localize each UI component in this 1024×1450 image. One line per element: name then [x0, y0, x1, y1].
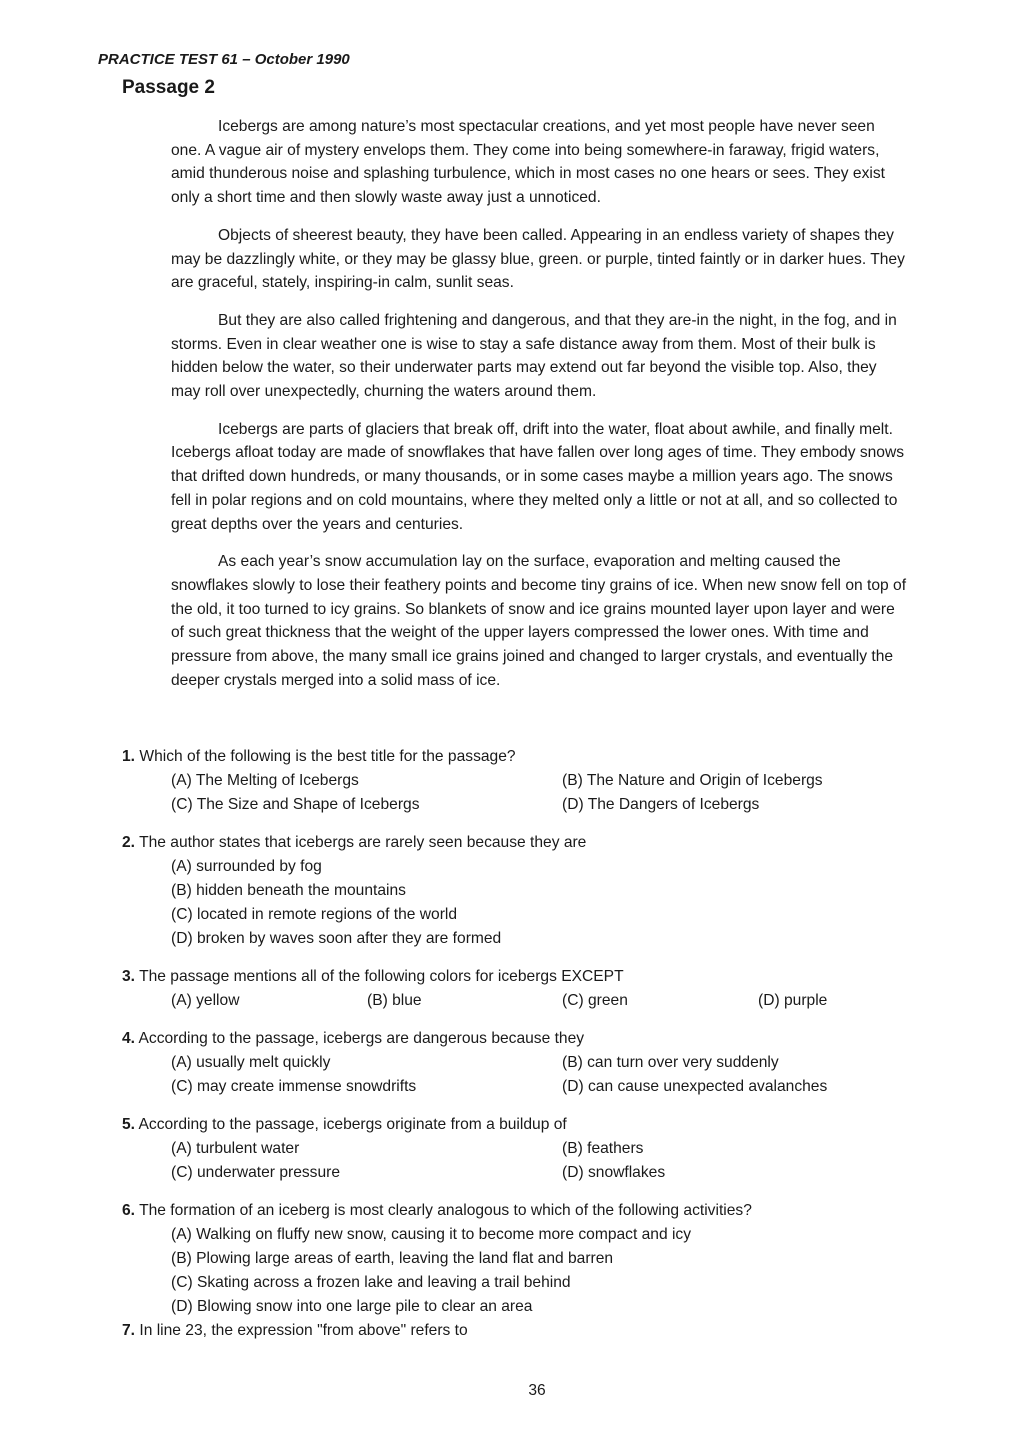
- option-b[interactable]: (B) hidden beneath the mountains: [171, 882, 406, 899]
- question-text: According to the passage, icebergs are dangerous because they: [138, 1030, 585, 1047]
- question-stem: [122, 1113, 922, 1137]
- option-a[interactable]: (A) Walking on fluffy new snow, causing it to become more compact and icy: [171, 1226, 692, 1243]
- question-3: [122, 965, 922, 1013]
- option-c[interactable]: (C) may create immense snowdrifts: [171, 1078, 417, 1095]
- question-2: [122, 831, 922, 951]
- question-text: The formation of an iceberg is most clearly analogous to which of the following activities?: [139, 1202, 752, 1219]
- option-d[interactable]: (D) The Dangers of Icebergs: [562, 796, 760, 813]
- question-text: In line 23, the expression "from above" refers to: [139, 1322, 468, 1339]
- option-b[interactable]: (B) blue: [367, 992, 422, 1009]
- question-text: The author states that icebergs are rarely seen because they are: [139, 834, 587, 851]
- option-d[interactable]: (D) broken by waves soon after they are formed: [171, 930, 502, 947]
- question-stem: [122, 1027, 922, 1051]
- question-1: [122, 745, 922, 817]
- question-number: 6.: [122, 1202, 136, 1219]
- question-stem: [122, 831, 922, 855]
- answer-options: [122, 1051, 922, 1099]
- passage-paragraph-2: Objects of sheerest beauty, they have been called. Appearing in an endless variety of shapes they may be dazzlingly white, or they may be glassy blue, green. or purple, tinted faintly or in darker hues. They are graceful, stately, inspiring-in calm, sunlit seas.: [171, 226, 905, 292]
- option-a[interactable]: (A) turbulent water: [171, 1140, 300, 1157]
- option-c[interactable]: (C) The Size and Shape of Icebergs: [171, 796, 420, 813]
- question-text: According to the passage, icebergs originate from a buildup of: [138, 1116, 567, 1133]
- question-number: 7.: [122, 1322, 136, 1339]
- option-b[interactable]: (B) The Nature and Origin of Icebergs: [562, 772, 823, 789]
- page-number: 36: [528, 1382, 546, 1399]
- passage-paragraph-4: Icebergs are parts of glaciers that break off, drift into the water, float about awhile, and finally melt. Icebergs afloat today are made of snowflakes that have fallen over long ages of time. They embody snows that drifted down hundreds, or many thousands, or in some cases maybe a million years ago. The snows fell in polar regions and on cold mountains, where they melted only a little or not at all, and so collected to great depths over the years and centuries.: [171, 420, 905, 533]
- option-b[interactable]: (B) Plowing large areas of earth, leaving the land flat and barren: [171, 1250, 614, 1267]
- question-text: The passage mentions all of the following colors for icebergs EXCEPT: [139, 968, 624, 985]
- question-number: 3.: [122, 968, 136, 985]
- test-title: PRACTICE TEST 61 – October 1990: [98, 51, 350, 68]
- question-number: 1.: [122, 748, 136, 765]
- question-7: [122, 1319, 922, 1343]
- answer-options: [122, 769, 922, 817]
- passage-text: [171, 115, 907, 706]
- option-c[interactable]: (C) green: [562, 992, 628, 1009]
- question-list: [122, 745, 922, 1343]
- option-b[interactable]: (B) feathers: [562, 1140, 644, 1157]
- passage-paragraph-3: But they are also called frightening and dangerous, and that they are-in the night, in the fog, and in storms. Even in clear weather one is wise to stay a safe distance away from them. Most of their bulk is hidden below the water, so their underwater parts may extend out far beyond the visible top. Also, they may roll over unexpectedly, churning the waters around them.: [171, 311, 897, 401]
- option-c[interactable]: (C) located in remote regions of the world: [171, 906, 458, 923]
- question-stem: [122, 965, 922, 989]
- question-4: [122, 1027, 922, 1099]
- answer-options: [122, 1137, 922, 1185]
- question-stem: [122, 745, 922, 769]
- option-d[interactable]: (D) purple: [758, 992, 828, 1009]
- option-a[interactable]: (A) The Melting of Icebergs: [171, 772, 359, 789]
- passage-paragraph-1: Icebergs are among nature’s most spectacular creations, and yet most people have never seen one. A vague air of mystery envelops them. They come into being somewhere-in faraway, frigid waters, amid thunderous noise and splashing turbulence, which in most cases no one hears or sees. They exist only a short time and then slowly waste away just a unnoticed.: [171, 118, 885, 207]
- question-text: Which of the following is the best title for the passage?: [139, 748, 516, 765]
- answer-options: [122, 855, 922, 951]
- question-stem: [122, 1199, 922, 1223]
- option-d[interactable]: (D) snowflakes: [562, 1164, 666, 1181]
- question-number: 2.: [122, 834, 136, 851]
- option-d[interactable]: (D) can cause unexpected avalanches: [562, 1078, 828, 1095]
- option-c[interactable]: (C) underwater pressure: [171, 1164, 340, 1181]
- option-a[interactable]: (A) yellow: [171, 992, 240, 1009]
- option-c[interactable]: (C) Skating across a frozen lake and leaving a trail behind: [171, 1274, 571, 1291]
- question-6: [122, 1199, 922, 1319]
- option-b[interactable]: (B) can turn over very suddenly: [562, 1054, 779, 1071]
- option-a[interactable]: (A) surrounded by fog: [171, 858, 322, 875]
- answer-options: [122, 989, 922, 1013]
- question-5: [122, 1113, 922, 1185]
- passage-title: Passage 2: [122, 77, 215, 98]
- question-number: 4.: [122, 1030, 136, 1047]
- question-stem: [122, 1319, 922, 1343]
- question-number: 5.: [122, 1116, 136, 1133]
- option-d[interactable]: (D) Blowing snow into one large pile to clear an area: [171, 1298, 533, 1315]
- answer-options: [122, 1223, 922, 1319]
- option-a[interactable]: (A) usually melt quickly: [171, 1054, 331, 1071]
- passage-paragraph-5: As each year’s snow accumulation lay on the surface, evaporation and melting caused the snowflakes slowly to lose their feathery points and become tiny grains of ice. When new snow fell on top of the old, it too turned to icy grains. So blankets of snow and ice grains mounted layer upon layer and were of such great thickness that the weight of the upper layers compressed the lower ones. With time and pressure from above, the many small ice grains joined and changed to larger crystals, and eventually the deeper crystals merged into a solid mass of ice.: [171, 553, 907, 689]
